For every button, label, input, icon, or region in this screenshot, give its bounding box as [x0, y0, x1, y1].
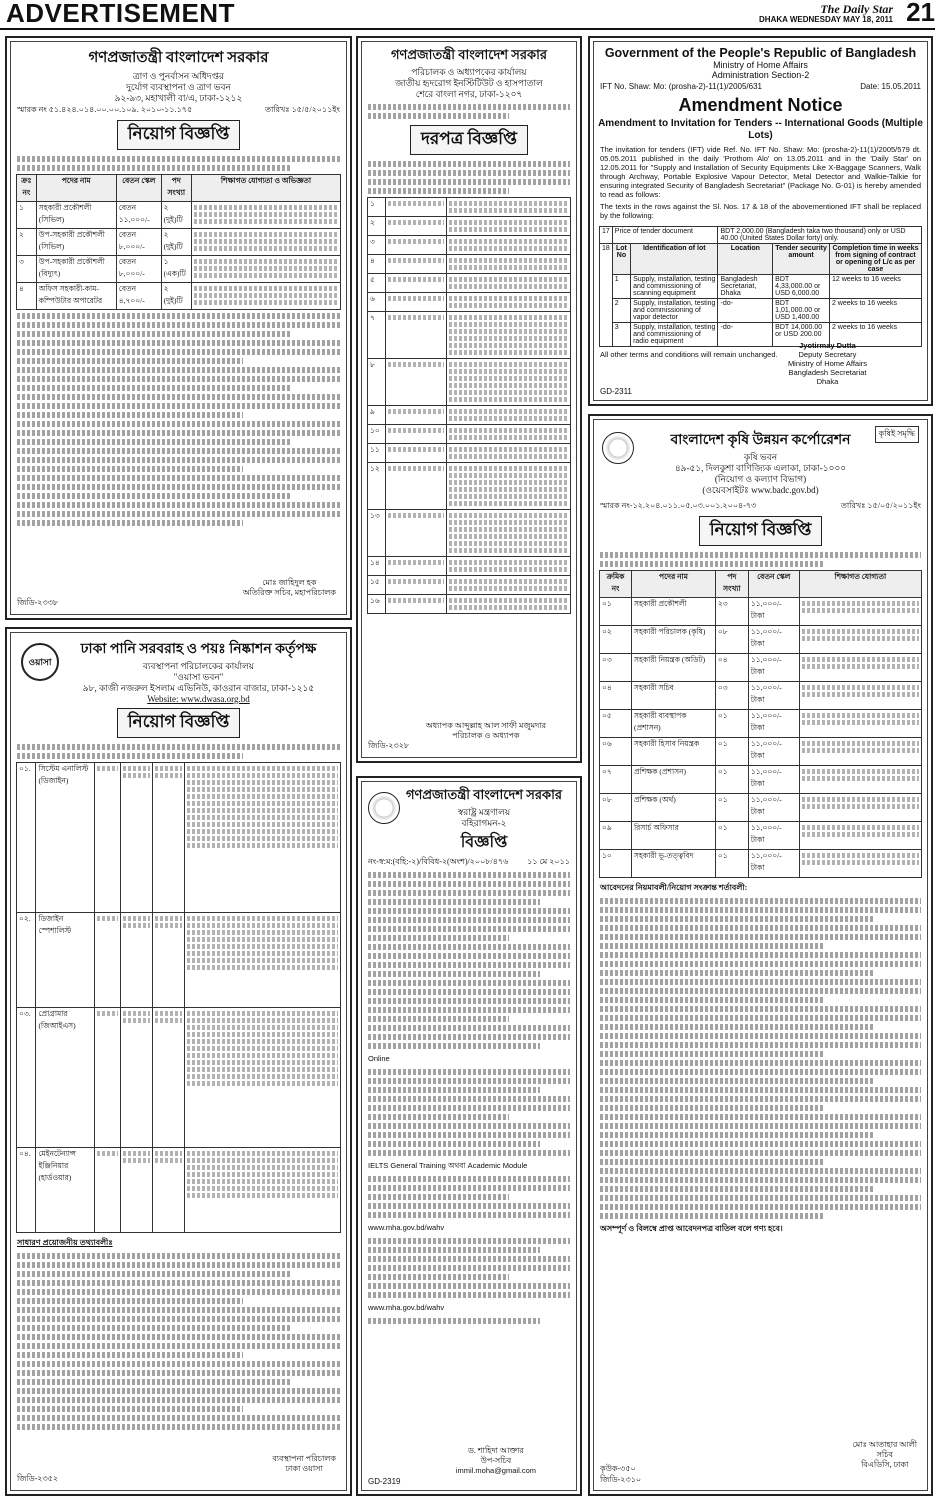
ad-relief-signature: [243, 578, 336, 598]
ad-badc-date: তারিখঃ ১৫/০৫/২০১১ইং: [840, 501, 921, 510]
row17-value: BDT 2,000.00 (Bangladesh taka two thousand) only or USD 40.00 (United States Dollar forty) only.: [718, 227, 922, 244]
amendment-subheading: Amendment to Invitation for Tenders -- International Goods (Multiple Lots): [598, 118, 923, 141]
ad-badc-dept: (নিয়োগ ও কল্যাণ বিভাগ): [714, 474, 807, 484]
table-row: ০৫ সহকারী ব্যবস্থাপক (প্রশাসন) ০১ ১১,০০০/- টাকা: [600, 710, 922, 738]
ad-hospital-address: শেরে বাংলা নগর, ঢাকা-১২০৭: [415, 89, 523, 99]
ad-badc-notice: নিয়োগ বিজ্ঞপ্তি: [699, 516, 823, 546]
ad-badc-signature: [853, 1440, 917, 1470]
ad-home-frame: [361, 781, 577, 1491]
ad-wasa-frame: [10, 632, 347, 1491]
signer-name: মোঃ জাহিদুল হক: [262, 578, 317, 587]
table-header: বেতন স্কেল: [116, 175, 161, 202]
table-row: [368, 595, 571, 614]
ad-wasa-general: সাধারণ প্রয়োজনীয় তথ্যাবলীঃ: [17, 1238, 113, 1247]
ad-relief-address: ৯২-৯৩, মহাখালী বা/এ, ঢাকা-১২১২: [114, 93, 243, 103]
row-number: ৭: [368, 312, 386, 359]
ad-relief-recruitment: [5, 36, 352, 620]
amendment-intro: The invitation for tenders (IFT) vide Ref. No. IFT No. Shaw: Mo: (prosha-2)-11(1)/2005/579 dt. 05.05.2011 published in the daily 'Prothom Alo' on 13.05.2011 and in the 'Daily Star' on 12.05.2011 for "Supply and Installation of Security Equipments Like X-Baggage Scanners, Walk through Archway, Portable Explosive Vapour Detector, Metal Detector and Walkie-Talkie for ensuring integrated Security of Bangladesh Secretariat" (Package No. G-01) is hereby amended to read as follows:: [600, 145, 921, 199]
ad-home-signature: [456, 1446, 536, 1476]
ad-code: জিডি-২৩৫২: [17, 1474, 59, 1483]
table-header: পদ সংখ্যা: [715, 571, 748, 598]
table-header: বেতন স্কেল: [748, 571, 799, 598]
table-row: [368, 425, 571, 444]
ad-hospital-signature: [426, 721, 546, 741]
ad-code: জিডি-২৩২৮: [368, 741, 410, 750]
table-row: [368, 510, 571, 557]
amendment-ref-row: [594, 80, 927, 93]
ad-wasa-notice: নিয়োগ বিজ্ঞপ্তি: [117, 708, 241, 738]
table-row: ০৬ সহকারী হিসাব নিয়ন্ত্রক ০১ ১১,০০০/- টাকা: [600, 738, 922, 766]
ad-relief-date: তারিখঃ ১৫/৫/২০১১ইং: [265, 105, 340, 114]
amendment-ministry: Ministry of Home Affairs: [713, 60, 808, 70]
ad-relief-memo-row: [11, 104, 346, 117]
ad-hospital-office1: পরিচালক ও অধ্যাপকের কার্যালয়: [411, 67, 527, 77]
row-number: ৩: [368, 236, 386, 255]
table-row: ৪ অফিস সহকারী-কাম-কম্পিউটার অপারেটর বেতন ৪,৭০০/- ২ (দুই)টি: [17, 283, 341, 310]
ad-home-memo: নং-স্ব:ম:(বহি:-২)/বিবিধ-২(অংশ)/২০০৮/৪৭৬: [368, 857, 509, 866]
ad-wasa-title: ঢাকা পানি সরবরাহ ও পয়ঃ নিষ্কাশন কর্তৃপক্ষ: [80, 642, 317, 657]
signer-title: পরিচালক ও অধ্যাপক: [452, 731, 520, 740]
signer-name: ড. শাহিদা আক্তার: [468, 1446, 524, 1455]
signer-name: অধ্যাপক আব্দুল্লাহ আল সাফী মজুমদার: [425, 721, 546, 730]
ad-badc-table: [599, 570, 922, 878]
table-row: [368, 557, 571, 576]
row-number: ১৪: [368, 557, 386, 576]
table-row: 1 Supply, installation, testing and commissioning of scanning equipment Bangladesh Secretariat, Dhaka BDT 4,33,000.00 or USD 6,000.00 12 weeks to 16 weeks: [600, 275, 922, 299]
dateline: DHAKA WEDNESDAY MAY 18, 2011: [759, 15, 893, 24]
signer-title: অতিরিক্ত সচিব, মহাপরিচালক: [242, 588, 336, 597]
signer-name: Jyotirmay Dutta: [799, 341, 856, 350]
row-number: ২: [368, 217, 386, 236]
amendment-heading: Amendment Notice: [678, 95, 843, 115]
ad-amendment-frame: [593, 41, 928, 401]
ad-relief-office1: ত্রাণ ও পুনর্বাসন অধিদপ্তর: [133, 71, 224, 81]
ad-badc-building: কৃষি ভবন: [743, 452, 778, 462]
ad-amendment-notice: [588, 36, 933, 406]
ad-relief-conditions: [11, 313, 346, 526]
ad-wasa-website: Website: www.dwasa.org.bd: [147, 694, 250, 704]
signer-org: ঢাকা ওয়াসা: [285, 1464, 323, 1473]
amendment-government: Government of the People's Republic of Bangladesh: [604, 46, 917, 60]
ad-hospital-frame: [361, 41, 577, 758]
table-header: Identification of lot: [631, 244, 718, 275]
ad-home-online: Online: [368, 1054, 390, 1063]
row-number: ৮: [368, 359, 386, 406]
table-header: পদের নাম: [36, 175, 116, 202]
ad-hospital-notice: দরপত্র বিজ্ঞপ্তি: [410, 125, 528, 155]
ad-wasa-address: ৯৮, কাজী নজরুল ইসলাম এভিনিউ, কাওরান বাজার, ঢাকা-১২১৫: [82, 683, 315, 693]
ad-code: GD-2319: [368, 1477, 401, 1486]
table-row: [368, 236, 571, 255]
ad-hospital-table: [367, 197, 571, 614]
badc-slogan: কৃষিই সমৃদ্ধি: [875, 426, 919, 443]
masthead: [0, 0, 935, 30]
signer-org: বিএডিসি, ঢাকা: [861, 1460, 909, 1469]
table-row: [368, 255, 571, 274]
ad-wasa-office: ব্যবস্থাপনা পরিচালকের কার্যালয়: [142, 661, 255, 671]
amendment-ift: IFT No. Shaw: Mo: (prosha-2)-11(1)/2005/631: [600, 82, 762, 91]
wasa-logo-icon: ওয়াসা: [21, 643, 59, 681]
ad-badc-title: বাংলাদেশ কৃষি উন্নয়ন কর্পোরেশন: [670, 433, 851, 448]
ad-badc-memo: স্মারক নং-১২.২০৪.০১১.০৫.০৩.০০১.২০০৪-৭৩: [600, 501, 757, 510]
table-header: Lot No: [612, 244, 630, 275]
row-number: ১১: [368, 444, 386, 463]
table-header: শিক্ষাগত যোগ্যতা: [799, 571, 921, 598]
table-row: ০৭ প্রশিক্ষক (প্রশাসন) ০১ ১১,০০০/- টাকা: [600, 766, 922, 794]
ad-home-website1: www.mha.gov.bd/wahv: [368, 1223, 445, 1232]
ad-code: GD-2311: [600, 387, 632, 396]
ad-home-title: গণপ্রজাতন্ত্রী বাংলাদেশ সরকার: [405, 787, 563, 802]
row-number: ১৩: [368, 510, 386, 557]
table-row: ১ সহকারী প্রকৌশলী (সিভিল) বেতন ১১,০০০/- ২ (দুই)টি: [17, 202, 341, 229]
ad-badc-website: (ওয়েবসাইটঃ www.badc.gov.bd): [702, 485, 819, 495]
signer-title: সচিব: [876, 1450, 893, 1459]
ad-wasa-building: "ওয়াসা ভবন": [173, 672, 224, 682]
amendment-table: 17 Price of tender document BDT 2,000.00 (Bangladesh taka two thousand) only or USD 40.00 (United States Dollar forty) only. 18 Lot No Identification of lot Location Tender security amount Completion time in weeks from signing of contract or opening of L/c as per case 1 Supply, installation, testing and commissioning of scanning equipment Bangladesh Secretariat, Dhaka BDT 4,33,000.00 or USD 6,000.00 12 weeks to 16 weeks 2 Supply, installation, testing and commissioning of vapor detector -do- BDT 1,01,000.00 or USD 1,400.00 2 weeks to 16 weeks 3 Supply, installation, testing and commissioning of radio equipment -do- BDT 14,000.00 or USD 200.00 2 weeks to 16 weeks: [599, 226, 922, 347]
ad-code: জিডি-২৩১০: [600, 1475, 642, 1484]
section-title: ADVERTISEMENT: [6, 0, 235, 28]
table-row: ০৮ প্রশিক্ষক (অর্থ) ০১ ১১,০০০/- টাকা: [600, 794, 922, 822]
amendment-footer: All other terms and conditions will remain unchanged.: [600, 350, 778, 359]
ad-relief-office2: দুর্যোগ ব্যবস্থাপনা ও ত্রাণ ভবন: [126, 82, 231, 92]
ad-badc-conditions: আবেদনের নিয়মাবলী/নিয়োগ সংক্রান্ত শর্তাবলী:: [600, 883, 748, 892]
ad-relief-frame: [10, 41, 347, 615]
table-row: [368, 463, 571, 510]
amendment-date: Date: 15.05.2011: [860, 82, 921, 91]
table-row: [368, 359, 571, 406]
table-header: Location: [718, 244, 773, 275]
table-row: ২ উপ-সহকারী প্রকৌশলী (সিভিল) বেতন ৮,০০০/- ২ (দুই)টি: [17, 229, 341, 256]
table-row: [368, 217, 571, 236]
table-header: পদের নাম: [632, 571, 716, 598]
table-row: ০১. সিস্টেম এনালিস্ট (ডিজাইন): [17, 763, 341, 913]
ad-home-body: [362, 872, 576, 1049]
table-header: ক্রঃ নং: [17, 175, 37, 202]
row-number: ১: [368, 198, 386, 217]
row-number: ১০: [368, 425, 386, 444]
signer-email: immil.moha@gmail.com: [455, 1466, 536, 1475]
table-row: [368, 274, 571, 293]
ad-relief-notice: নিয়োগ বিজ্ঞপ্তি: [117, 120, 241, 150]
government-seal-icon: [368, 792, 400, 824]
ad-hospital-tender: [356, 36, 582, 763]
ad-wasa-header: [11, 637, 346, 705]
table-row: ০২. ডিজাইন স্পেশালিস্ট: [17, 913, 341, 1008]
ad-badc-address: ৪৯-৫১, দিলকুশা বাণিজ্যিক এলাকা, ঢাকা-১০০০: [674, 463, 847, 473]
badc-logo-icon: [602, 432, 634, 464]
signer-title: ব্যবস্থাপনা পরিচালক: [272, 1454, 336, 1463]
ad-home-notice: বিজ্ঞপ্তি: [460, 834, 508, 851]
ad-code: জিডি-২৩৩৮: [17, 598, 59, 607]
ad-wasa-general-list: [11, 1253, 346, 1430]
table-header: Tender security amount: [773, 244, 830, 275]
table-row: ০১ সহকারী প্রকৌশলী ২৩ ১১,০০০/- টাকা: [600, 598, 922, 626]
ad-hospital-title: গণপ্রজাতন্ত্রী বাংলাদেশ সরকার: [390, 47, 548, 62]
ad-home-ministry: স্বরাষ্ট্র মন্ত্রণালয়: [457, 807, 511, 817]
ad-wasa-table: [16, 762, 341, 1233]
table-row: ০৪. মেইনটেন্যান্স ইঞ্জিনিয়ার (হার্ডওয়ার): [17, 1148, 341, 1233]
amendment-signature: Jyotirmay Dutta Deputy Secretary Ministry of Home Affairs Bangladesh Secretariat Dhaka: [787, 341, 867, 386]
signer-name: মোঃ আতাহার আলী: [852, 1440, 917, 1449]
ad-code: কৃউক-৩৫০: [600, 1464, 636, 1473]
table-row: [368, 406, 571, 425]
ad-hospital-header: [362, 46, 576, 100]
amendment-note: The texts in the rows against the Sl. Nos. 17 & 18 of the abovementioned IFT shall be replaced by the following:: [600, 202, 921, 220]
table-row: 3 Supply, installation, testing and commissioning of radio equipment -do- BDT 14,000.00 or USD 200.00 2 weeks to 16 weeks: [600, 323, 922, 347]
table-row: ১০ সহকারী ভূ-তত্ত্ববিদ ০১ ১১,০০০/- টাকা: [600, 850, 922, 878]
row-number: ৫: [368, 274, 386, 293]
ad-relief-memo: স্মারক নং ৫১.৪২৪.০১৪.০০.০০.১০৯. ২০১০-১১.১৭৫: [17, 105, 193, 114]
table-row: [368, 293, 571, 312]
amendment-section: Administration Section-2: [711, 70, 810, 80]
page-number: 21: [906, 0, 935, 27]
table-row: [368, 444, 571, 463]
ad-badc-memo-row: [594, 500, 927, 513]
ad-badc-recruitment: [588, 414, 933, 1496]
table-header: ক্রমিক নং: [600, 571, 632, 598]
table-row: ০৩. প্রোগ্রামার (জিআইএস): [17, 1008, 341, 1148]
ad-home-ministry-notice: [356, 776, 582, 1496]
ad-home-memo-row: [362, 856, 576, 869]
table-row: [368, 312, 571, 359]
ad-wasa-recruitment: [5, 627, 352, 1496]
row-number: ৪: [368, 255, 386, 274]
ad-relief-table: [16, 174, 341, 310]
table-row: ০৪ সহকারী সচিব ০৩ ১১,০০০/- টাকা: [600, 682, 922, 710]
row-number: ১৬: [368, 595, 386, 614]
ad-home-website2: www.mha.gov.bd/wahv: [368, 1303, 445, 1312]
row-number: ৬: [368, 293, 386, 312]
ad-relief-intro: [11, 156, 346, 171]
table-row: 2 Supply, installation, testing and commissioning of vapor detector -do- BDT 1,01,000.00 or USD 1,400.00 2 weeks to 16 weeks: [600, 299, 922, 323]
ad-home-date: ১১ মে ২০১১: [527, 857, 570, 866]
row-number: ১৫: [368, 576, 386, 595]
ad-badc-warning: অসম্পূর্ণ ও বিলম্বে প্রাপ্ত আবেদনপত্র বাতিল বলে গণ্য হবে।: [600, 1224, 783, 1233]
table-row: ০৯ রিসার্চ অফিসার ০১ ১১,০০০/- টাকা: [600, 822, 922, 850]
table-header: শিক্ষাগত যোগ্যতা ও অভিজ্ঞতা: [191, 175, 340, 202]
ad-relief-title: গণপ্রজাতন্ত্রী বাংলাদেশ সরকার: [88, 50, 269, 66]
row-number: ১২: [368, 463, 386, 510]
ad-home-wing: বহিরাগমন-২: [461, 818, 507, 828]
table-row: ০২ সহকারী পরিচালক (কৃষি) ০৮ ১১,০০০/- টাকা: [600, 626, 922, 654]
ad-badc-conditions-list: [594, 898, 927, 1219]
paper-name: The Daily Star: [820, 2, 893, 16]
ad-wasa-signature: [272, 1454, 336, 1474]
ad-relief-header: [11, 46, 346, 104]
table-row: [368, 198, 571, 217]
table-row: 17 Price of tender document BDT 2,000.00 (Bangladesh taka two thousand) only or USD 40.00 (United States Dollar forty) only.: [600, 227, 922, 244]
table-row: ০৩ সহকারী নিয়ন্ত্রক (অডিট) ০৪ ১১,০০০/- টাকা: [600, 654, 922, 682]
table-row: [368, 576, 571, 595]
ad-hospital-office2: জাতীয় হৃদরোগ ইনস্টিটিউট ও হাসপাতাল: [395, 78, 543, 88]
row-number: ৯: [368, 406, 386, 425]
ad-badc-frame: [593, 419, 928, 1491]
table-header: পদ সংখ্যা: [161, 175, 191, 202]
table-header: Completion time in weeks from signing of contract or opening of L/c as per case: [829, 244, 921, 275]
ad-home-ielts: IELTS General Training অথবা Academic Module: [368, 1161, 528, 1170]
table-row: ৩ উপ-সহকারী প্রকৌশলী (বিদ্যুৎ) বেতন ৮,০০০/- ১ (এক)টি: [17, 256, 341, 283]
row17-label: Price of tender document: [612, 227, 718, 244]
signer-title: উপ-সচিব: [480, 1456, 512, 1465]
